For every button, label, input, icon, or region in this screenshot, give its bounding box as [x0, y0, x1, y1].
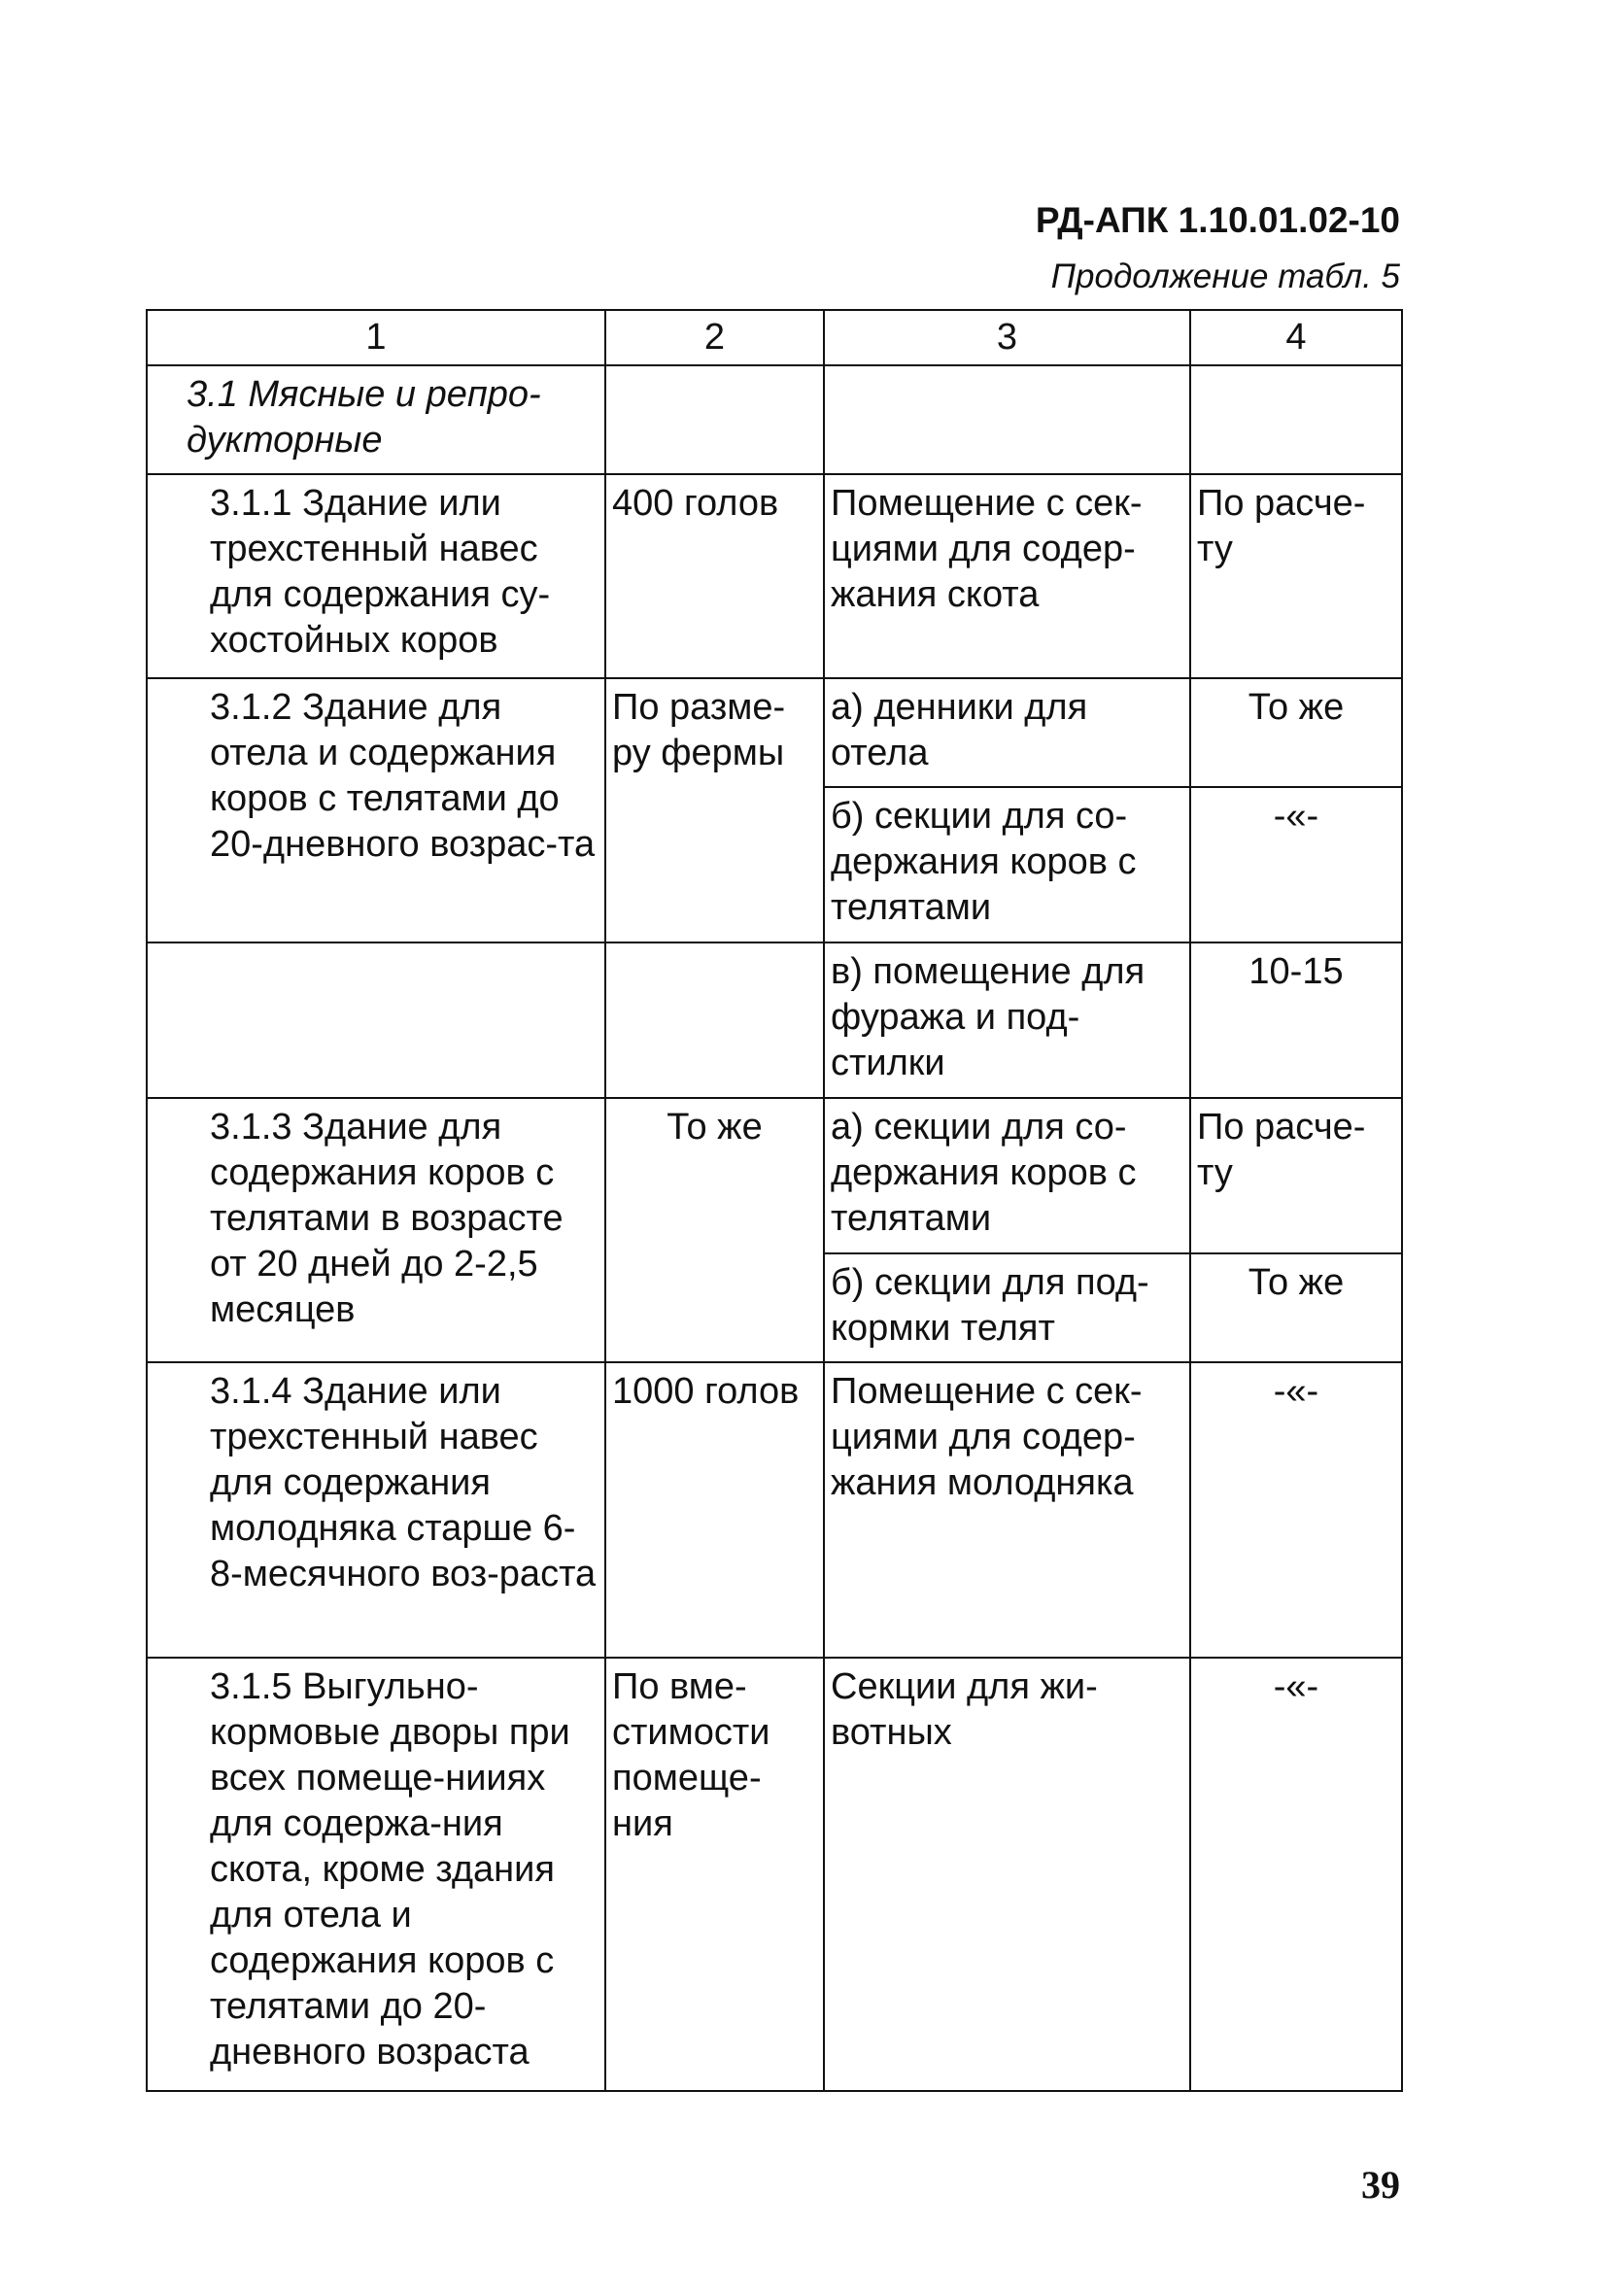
section-title: 3.1 Мясные и репро-дукторные: [147, 365, 605, 474]
capacity: По вме-стимости помеще-ния: [605, 1658, 824, 2091]
table-row-3-1-1: [147, 474, 1402, 678]
premises: б) секции для со-держания коров с телятами: [824, 787, 1190, 942]
area-norm: То же: [1190, 1253, 1402, 1362]
table-row-3-1-2: [147, 678, 1402, 787]
item-name: 3.1.3 Здание для содержания коров с телятами в возрасте от 20 дней до 2-2,5 месяцев: [147, 1098, 605, 1362]
area-norm: -«-: [1190, 787, 1402, 942]
page-number: 39: [1361, 2163, 1400, 2207]
column-header-4: 4: [1190, 310, 1402, 365]
empty-cell: [824, 365, 1190, 474]
premises: б) секции для под-кормки телят: [824, 1253, 1190, 1362]
item-name: 3.1.5 Выгульно-кормовые дворы при всех помеще-нииях для содержа-ния скота, кроме здания для отела и содержания коров с телятами до 20-дневного возраста: [147, 1658, 605, 2091]
table-row-3-1-4: [147, 1362, 1402, 1658]
area-norm: 10-15: [1190, 942, 1402, 1098]
empty-cell: [605, 942, 824, 1098]
norms-table: [146, 309, 1403, 2092]
table-row-3-1-2c: [147, 942, 1402, 1098]
premises: в) помещение для фуража и под-стилки: [824, 942, 1190, 1098]
area-norm: -«-: [1190, 1362, 1402, 1658]
column-header-3: 3: [824, 310, 1190, 365]
item-name: 3.1.4 Здание или трехстенный навес для содержания молодняка старше 6-8-месячного воз-раста: [147, 1362, 605, 1658]
area-norm: По расче-ту: [1190, 474, 1402, 678]
premises: Помещение с сек-циями для содер-жания скота: [824, 474, 1190, 678]
document-code: РД-АПК 1.10.01.02-10: [1035, 200, 1400, 240]
table-row-3-1-5: [147, 1658, 1402, 2091]
capacity: По разме-ру фермы: [605, 678, 824, 942]
table-row-section: [147, 365, 1402, 474]
capacity: 1000 голов: [605, 1362, 824, 1658]
premises: Помещение с сек-циями для содер-жания молодняка: [824, 1362, 1190, 1658]
item-name: 3.1.2 Здание для отела и содержания коров с телятами до 20-дневного возрас-та: [147, 678, 605, 942]
area-norm: То же: [1190, 678, 1402, 787]
premises: Секции для жи-вотных: [824, 1658, 1190, 2091]
table-row-3-1-3: [147, 1098, 1402, 1253]
column-header-1: 1: [147, 310, 605, 365]
area-norm: -«-: [1190, 1658, 1402, 2091]
premises: а) денники для отела: [824, 678, 1190, 787]
table-header-row: [147, 310, 1402, 365]
empty-cell: [605, 365, 824, 474]
item-name: 3.1.1 Здание или трехстенный навес для содержания су-хостойных коров: [147, 474, 605, 678]
premises: а) секции для со-держания коров с телятами: [824, 1098, 1190, 1253]
area-norm: По расче-ту: [1190, 1098, 1402, 1253]
capacity: 400 голов: [605, 474, 824, 678]
table-continuation-label: Продолжение табл. 5: [1050, 257, 1400, 295]
capacity: То же: [605, 1098, 824, 1362]
empty-cell: [1190, 365, 1402, 474]
empty-cell: [147, 942, 605, 1098]
column-header-2: 2: [605, 310, 824, 365]
